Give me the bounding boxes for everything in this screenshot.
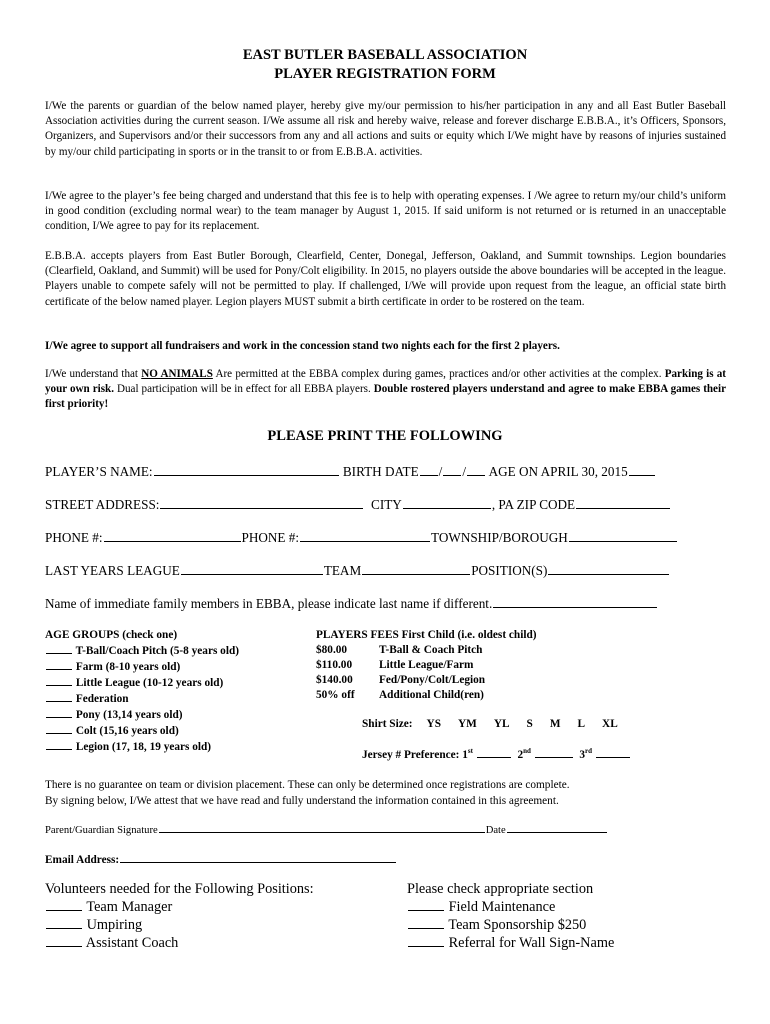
check-box[interactable] [408, 898, 444, 911]
fee-row [316, 658, 537, 673]
fee-amount: $140.00 [316, 674, 353, 686]
fee-label: Little League/Farm [379, 659, 474, 671]
form-title-association: EAST BUTLER BASEBALL ASSOCIATION [242, 47, 528, 63]
notes [45, 777, 570, 809]
row-league [45, 562, 670, 579]
note-attest: By signing below, I/We attest that we have read and fully understand the information contained in this agreement. [45, 795, 559, 807]
volunteers-heading: Volunteers needed for the Following Positions: [45, 881, 314, 897]
waiver-paragraph: I/We the parents or guardian of the below named player, hereby give my/our permission to his/her participation in any and all East Butler Baseball Association activities during the current season. I/We assume all risk and hereby waive, release and forever discharge E.B.B.A., it’s Officers, Sponsors, Organizers, and Supervisors and/or their successors from any and all actions and suits or equity which I/We might have by reasons of injuries sustained by my/our child participating in sports or in the transit to or from E.B.B.A. activities. [45, 100, 726, 158]
rules-text-2: Are permitted at the EBBA complex during games, practices and/or other activities at the complex. [212, 368, 665, 380]
age-group-label: Pony (13,14 years old) [75, 709, 183, 721]
email-field[interactable] [120, 852, 396, 863]
birth-month-field[interactable] [420, 463, 438, 476]
fee-amount: $110.00 [316, 659, 353, 671]
phone2-field[interactable] [300, 529, 430, 542]
age-label: AGE ON APRIL 30, 2015 [488, 464, 628, 479]
check-section-heading: Please check appropriate section [407, 881, 594, 897]
shirt-size-option[interactable]: S [526, 718, 533, 730]
shirt-size-option[interactable]: M [549, 718, 561, 730]
form-title-registration: PLAYER REGISTRATION FORM [274, 66, 496, 82]
jersey-nd: nd [523, 747, 531, 756]
check-label: Referral for Wall Sign-Name [448, 935, 615, 951]
shirt-size-option[interactable]: YM [457, 718, 477, 730]
age-group-item [45, 659, 239, 675]
age-group-item [45, 675, 239, 691]
age-group-item [45, 707, 239, 723]
signature-row [45, 822, 608, 836]
age-group-label: Federation [75, 693, 129, 705]
volunteer-item [45, 916, 314, 934]
check-label: Field Maintenance [448, 899, 556, 915]
jersey-second: 2 [517, 749, 524, 761]
zip-field[interactable] [576, 496, 670, 509]
age-group-check[interactable] [46, 691, 72, 702]
family-label: Name of immediate family members in EBBA, please indicate last name if different. [45, 596, 493, 611]
row-family [45, 595, 658, 612]
shirt-size-option[interactable]: YL [493, 718, 510, 730]
double-roster-text: Double rostered players understand and agree to make EBBA games their first priority! [45, 383, 726, 411]
street-address-label: STREET ADDRESS: [45, 497, 160, 512]
signature-label: Parent/Guardian Signature [45, 825, 158, 836]
age-group-item [45, 691, 239, 707]
volunteer-item [45, 934, 314, 952]
age-group-item [45, 643, 239, 659]
volunteer-check[interactable] [46, 934, 82, 947]
check-box[interactable] [408, 934, 444, 947]
age-group-label: Little League (10-12 years old) [75, 677, 224, 689]
date-field[interactable] [507, 822, 607, 833]
players-name-label: PLAYER’S NAME: [45, 464, 153, 479]
city-field[interactable] [403, 496, 491, 509]
fee-label: Fed/Pony/Colt/Legion [379, 674, 486, 686]
fee-row [316, 688, 537, 703]
fee-label: T-Ball & Coach Pitch [379, 644, 483, 656]
fee-row [316, 643, 537, 658]
positions-field[interactable] [548, 562, 669, 575]
phone1-label: PHONE #: [45, 530, 103, 545]
team-label: TEAM [323, 563, 362, 578]
shirt-size-option[interactable]: YS [426, 718, 441, 730]
township-field[interactable] [569, 529, 677, 542]
fee-paragraph: I/We agree to the player’s fee being charged and understand that this fee is to help with operating expenses. I /We agree to return my/our child’s uniform in good condition (excluding normal wear) to the team manager by August 1, 2015. If said uniform is not returned or is returned in an unacceptable condition, I/We agree to pay for its replacement. [45, 190, 726, 233]
fees-table [316, 628, 537, 703]
age-field[interactable] [629, 463, 655, 476]
fee-amount: $80.00 [316, 644, 348, 656]
email-row [45, 852, 397, 866]
signature-field[interactable] [159, 822, 485, 833]
birth-day-field[interactable] [443, 463, 461, 476]
phone1-field[interactable] [104, 529, 241, 542]
fee-amount: 50% off [316, 689, 355, 701]
jersey-rd: rd [585, 747, 593, 756]
shirt-size-option[interactable]: XL [602, 718, 618, 730]
last-league-field[interactable] [181, 562, 323, 575]
no-animals-text: NO ANIMALS [141, 368, 213, 380]
age-group-check[interactable] [46, 723, 72, 734]
birth-year-field[interactable] [467, 463, 485, 476]
rules-text-3: Dual participation will be in effect for all EBBA players. [113, 383, 374, 396]
age-group-label: Legion (17, 18, 19 years old) [75, 741, 212, 753]
age-group-label: Colt (15,16 years old) [75, 725, 179, 737]
age-group-check[interactable] [46, 659, 72, 670]
volunteer-label: Assistant Coach [85, 935, 179, 951]
age-group-check[interactable] [46, 739, 72, 750]
section-title: PLEASE PRINT THE FOLLOWING [267, 428, 503, 444]
jersey-st: st [467, 747, 473, 756]
volunteer-item [45, 898, 314, 916]
age-group-check[interactable] [46, 643, 72, 654]
jersey-pref3-field[interactable] [596, 747, 630, 758]
parking-text: Parking is at your own risk. [45, 368, 726, 396]
check-item [407, 934, 614, 952]
check-box[interactable] [408, 916, 444, 929]
volunteer-label: Team Manager [86, 899, 173, 915]
zip-label: , PA ZIP CODE [491, 497, 576, 512]
age-groups [45, 628, 239, 755]
fees-heading: PLAYERS FEES First Child (i.e. oldest child) [316, 629, 537, 641]
volunteers-section [45, 880, 314, 952]
age-group-check[interactable] [46, 707, 72, 718]
shirt-size-row [362, 718, 618, 730]
volunteer-label: Umpiring [86, 917, 143, 933]
fee-label: Additional Child(ren) [379, 689, 484, 701]
rules-paragraph [45, 367, 726, 413]
age-group-item [45, 723, 239, 739]
fee-row [316, 673, 537, 688]
city-label: CITY [371, 497, 402, 512]
check-label: Team Sponsorship $250 [448, 917, 587, 933]
birth-date-label: BIRTH DATE [342, 464, 419, 479]
date-label: Date [485, 825, 506, 836]
family-field[interactable] [493, 595, 657, 608]
shirt-size-label: Shirt Size: [362, 718, 413, 730]
check-section [407, 880, 614, 952]
age-group-item [45, 739, 239, 755]
players-name-field[interactable] [154, 463, 339, 476]
positions-label: POSITION(S) [471, 563, 548, 578]
township-label: TOWNSHIP/BOROUGH [431, 530, 568, 545]
note-placement: There is no guarantee on team or division placement. These can only be determined once registrations are complete. [45, 779, 570, 791]
email-label: Email Address: [45, 854, 120, 866]
jersey-row [362, 747, 631, 761]
jersey-label: Jersey # Preference: 1 [362, 749, 468, 761]
row-address [45, 496, 671, 513]
rules-text-1: I/We understand that [45, 368, 142, 380]
fundraiser-paragraph: I/We agree to support all fundraisers and work in the concession stand two nights each for the first 2 players. [45, 340, 560, 352]
jersey-pref2-field[interactable] [535, 747, 573, 758]
row-phone [45, 529, 678, 546]
row-player: PLAYER’S NAME: BIRTH DATE / / AGE ON APRIL 30, 2015 [45, 463, 656, 480]
age-groups-heading: AGE GROUPS (check one) [45, 629, 178, 641]
volunteer-check[interactable] [46, 916, 82, 929]
age-group-label: Farm (8-10 years old) [75, 661, 181, 673]
age-group-check[interactable] [46, 675, 72, 686]
age-group-label: T-Ball/Coach Pitch (5-8 years old) [75, 645, 240, 657]
eligibility-paragraph: E.B.B.A. accepts players from East Butler Borough, Clearfield, Center, Donegal, Jefferson, Oakland, and Summit townships. Legion boundaries (Clearfield, Oakland, and Summit) will be used for Pony/Colt eligibility. In 2015, no players outside the above boundaries will be accepted in the league. Players unable to compete safely will not be permitted to play. If challenged, I/We will provide upon request from the league, an official state birth certificate of the below named player. Legion players MUST submit a birth certificate in order to be rostered on the team. [45, 250, 726, 308]
volunteer-check[interactable] [46, 898, 82, 911]
shirt-size-option[interactable]: L [577, 718, 586, 730]
check-item [407, 916, 614, 934]
last-league-label: LAST YEARS LEAGUE [45, 563, 180, 578]
street-address-field[interactable] [160, 496, 363, 509]
team-field[interactable] [362, 562, 470, 575]
check-item [407, 898, 614, 916]
phone2-label: PHONE #: [241, 530, 300, 545]
jersey-pref1-field[interactable] [477, 747, 511, 758]
jersey-third: 3 [579, 749, 586, 761]
